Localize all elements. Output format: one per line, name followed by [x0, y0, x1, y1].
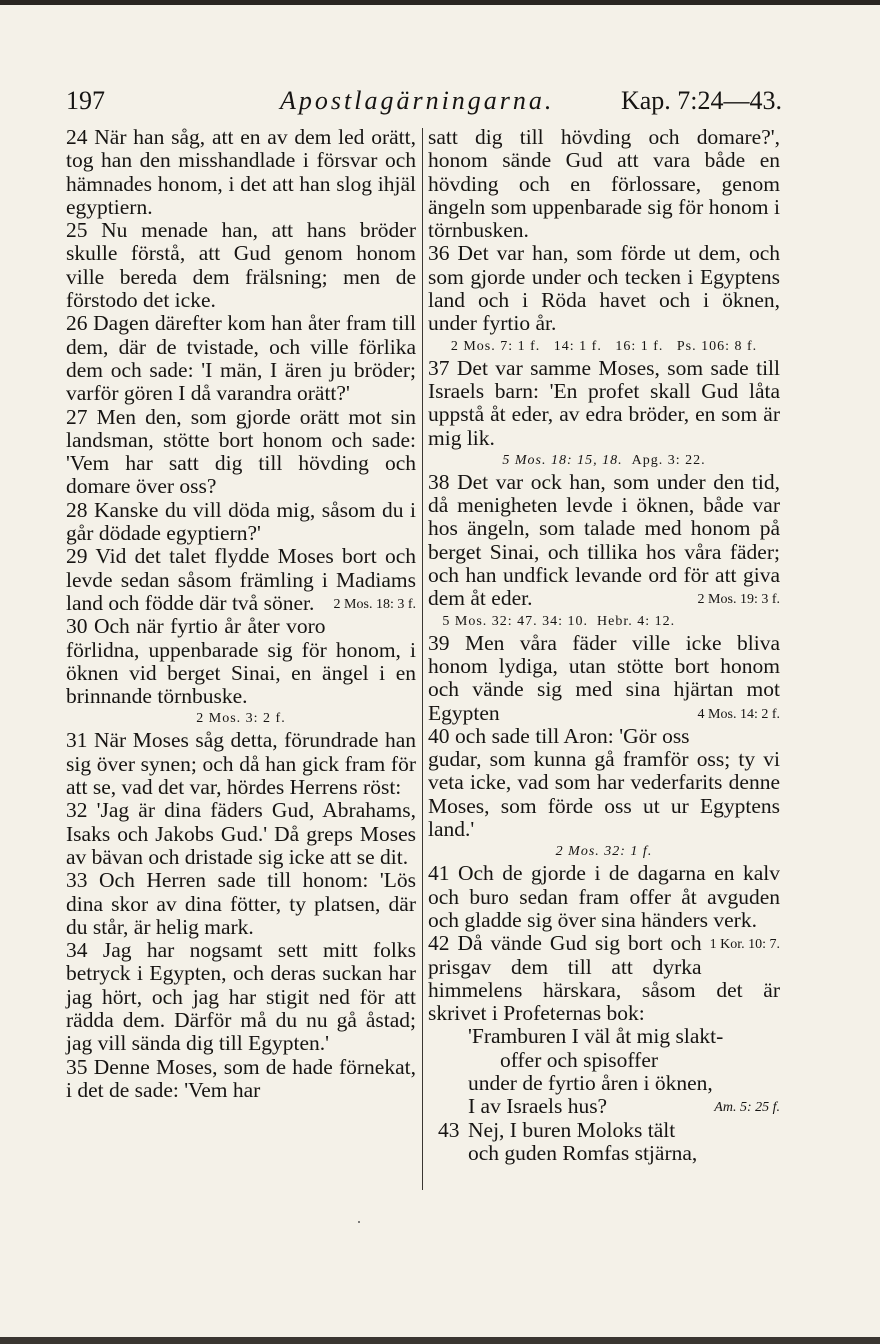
- verse-25: 25 Nu menade han, att hans bröder skulle förstå, att Gud genom honom ville bereda dem frälsning; men de förstodo det icke.: [66, 218, 416, 313]
- book-title: Apostlagärningarna.: [280, 86, 555, 115]
- poem-line-3: under de fyrtio åren i öknen,: [468, 1070, 713, 1095]
- poem-line-4-text: I av Israels hus?: [468, 1094, 608, 1119]
- verse-29-text: 29 Vid det talet flydde Moses bort och levde sedan såsom främling i Madiams land och födde där två söner.: [66, 544, 416, 615]
- verse-41-reference: 1 Kor. 10: 7.: [709, 937, 780, 953]
- print-speck: [358, 1221, 360, 1223]
- verse-42-reference: Am. 5: 25 f.: [714, 1100, 780, 1116]
- quotation-poem: [468, 1025, 780, 1118]
- verse-41-text: 41 Och de gjorde i de dagarna en kalv och buro sedan fram offer åt avguden och gladde sig över sina händers verk.: [428, 861, 780, 932]
- verse-28: 28 Kanske du vill döda mig, såsom du i går dödade egyptiern?': [66, 497, 416, 546]
- verse-33: 33 Och Herren sade till honom: 'Lös dina skor av dina fötter, ty platsen, där du står, är helig mark.: [66, 868, 416, 939]
- verse-29: [66, 545, 416, 615]
- verse-34: 34 Jag har nogsamt sett mitt folks betryck i Egypten, och deras suckan har jag hört, och jag har stigit ned för att rädda dem. Därför må du nu gå åstad; jag vill sända dig till Egypten.': [66, 938, 416, 1056]
- verse-24: 24 När han såg, att en av dem led orätt, tog han den misshandlade i försvar och hämnades honom, i det att han slog ihjäl egyptiern.: [66, 125, 416, 219]
- verse-37-reference-italic: 5 Mos. 18: 15, 18.: [502, 452, 623, 468]
- right-column: [428, 126, 780, 1165]
- verse-40-reference: [428, 841, 780, 862]
- verse-37-reference: [428, 450, 780, 471]
- verse-30: 30 Och när fyrtio år åter voro förlidna, uppenbarade sig för honom, i öknen vid berget Sinai, en ängel i en brinnande törnbuske.: [66, 614, 416, 709]
- verse-40: 40 och sade till Aron: 'Gör oss gudar, som kunna gå framför oss; ty vi veta icke, vad som har vederfarits denne Moses, som förde oss ut ur Egyptens land.': [428, 723, 780, 842]
- verse-38-text: 38 Det var ock han, som under den tid, då menigheten levde i öknen, både var hos ängeln, som talade med honom på berget Sinai, och tillika hos våra fäder; och han undfick levande ord för att giva dem åt eder.: [428, 469, 780, 611]
- verse-37: 37 Det var samme Moses, som sade till Israels barn: 'En profet skall Gud låta uppstå åt eder, av edra bröder, en som är mig lik.: [428, 355, 780, 450]
- verse-43: [428, 1119, 780, 1166]
- verse-30-reference: 2 Mos. 3: 2 f.: [196, 711, 286, 727]
- verse-42: 42 Då vände Gud sig bort och prisgav dem till att dyrka himmelens härskara, såsom det är skrivet i Profeternas bok:: [428, 931, 780, 1026]
- page-number: 197: [66, 86, 105, 115]
- verse-43-number: 43: [438, 1117, 460, 1142]
- verse-32: 32 'Jag är dina fäders Gud, Abrahams, Isaks och Jakobs Gud.' Då greps Moses av bävan och dristade sig icke att se dit.: [66, 798, 416, 869]
- bottom-border: [0, 1337, 880, 1344]
- verse-36-reference: 2 Mos. 7: 1 f. 14: 1 f. 16: 1 f. Ps. 106: 8 f.: [450, 338, 758, 354]
- verse-26: 26 Dagen därefter kom han åter fram till dem, där de tvistade, och ville förlika dem och sade: 'I män, I ären ju bröder; varför gören I då varandra orätt?': [66, 311, 416, 406]
- column-divider: [422, 128, 423, 1190]
- verse-38-reference-1: 2 Mos. 19: 3 f.: [697, 592, 780, 608]
- verse-41: [428, 861, 780, 953]
- top-border: [0, 0, 880, 5]
- page-header: [66, 86, 782, 120]
- poem-line-1: 'Framburen I väl åt mig slakt-: [468, 1024, 724, 1049]
- verse-40-reference-italic: 2 Mos. 32: 1 f.: [555, 844, 653, 860]
- verse-31: 31 När Moses såg detta, förundrade han sig över synen; och då han gick fram för att se, vad det var, hördes Herrens röst:: [66, 728, 416, 800]
- verse-27: 27 Men den, som gjorde orätt mot sin landsman, stötte bort honom och sade: 'Vem har satt dig till hövding och domare över oss?: [66, 404, 416, 499]
- verse-39: [428, 632, 780, 725]
- verse-35: 35 Denne Moses, som de hade förnekat, i det de sade: 'Vem har: [66, 1054, 416, 1102]
- verse-36: 36 Det var han, som förde ut dem, och som gjorde under och tecken i Egyptens land och i Röda havet och i öknen, under fyrtio år.: [428, 241, 780, 336]
- verse-35-continued: satt dig till hövding och domare?', honom sände Gud att vara både en hövding och en förlossare, genom ängeln som uppenbarade sig för honom i törnbusken.: [428, 125, 780, 243]
- left-column: [66, 126, 416, 1102]
- verse-43-line-1: Nej, I buren Moloks tält: [468, 1117, 676, 1142]
- verse-37-reference-plain: Apg. 3: 22.: [631, 452, 706, 468]
- verse-38-reference-2: 5 Mos. 32: 47. 34: 10. Hebr. 4: 12.: [442, 613, 676, 629]
- poem-line-2: offer och spisoffer: [500, 1047, 659, 1072]
- verse-43-line-2: och guden Romfas stjärna,: [468, 1140, 698, 1165]
- verse-39-text: 39 Men våra fäder ville icke bliva honom lydiga, utan stötte bort honom och vände sig med sina hjärtan mot Egypten: [428, 630, 780, 725]
- verse-29-reference: 2 Mos. 18: 3 f.: [333, 596, 416, 612]
- poem-line-4: [468, 1095, 780, 1118]
- verse-39-reference: 4 Mos. 14: 2 f.: [697, 706, 780, 722]
- chapter-reference: Kap. 7:24—43.: [620, 86, 782, 115]
- verse-38: [428, 471, 780, 611]
